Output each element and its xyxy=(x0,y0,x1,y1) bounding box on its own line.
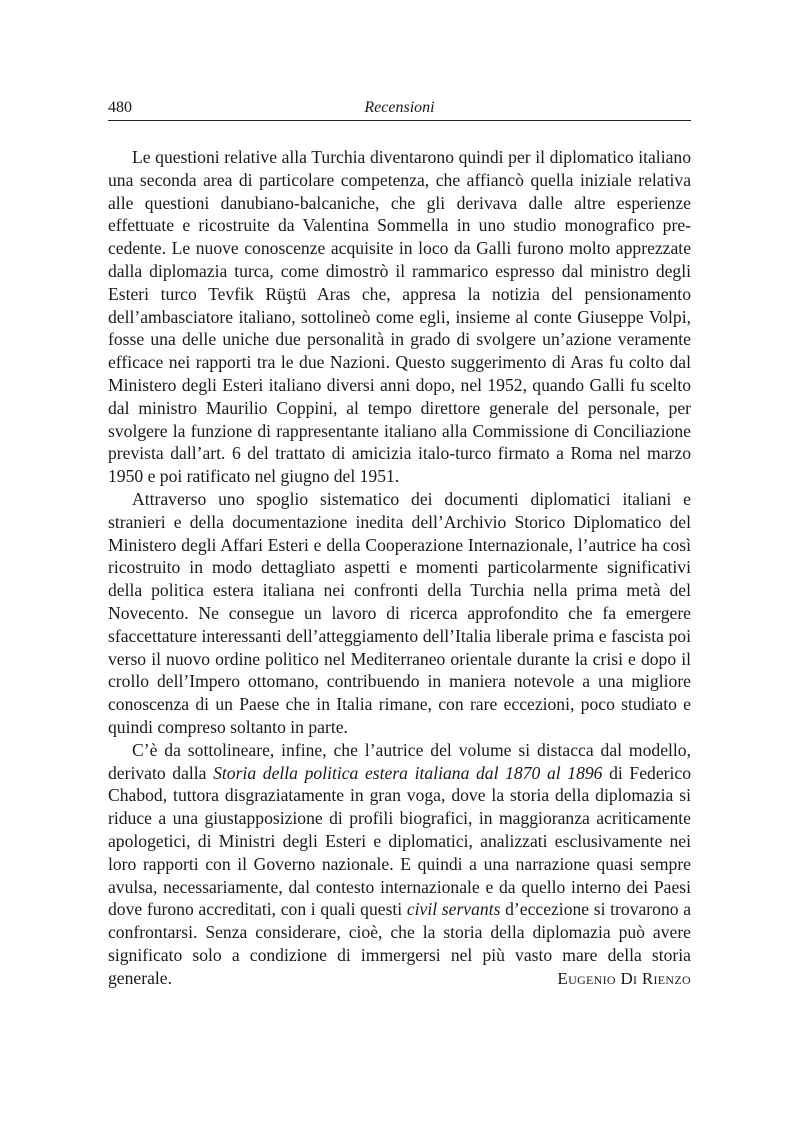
paragraph-3-text-1: C’è da sottolineare, infine, che l’autrice del volume si distacca dal modello, derivato dalla xyxy=(108,739,691,783)
paragraph-3-text-2: di Federico Chabod, tuttora disgraziatamente in gran voga, dove la storia della diplomazia si riduce a una giustapposizione di profili biografici, in maggioranza acriticamente apologetici, di Ministri degli Esteri e diplomatici, analizzati esclusivamente nei loro rapporti con il Governo nazionale. E quindi a una narrazione quasi sempre avulsa, necessariamente, dal contesto internazionale e da quello interno dei Paesi dove furono accreditati, con i quali questi xyxy=(108,762,691,920)
section-title: Recensioni xyxy=(364,99,435,116)
paragraph-1: Le questioni relative alla Turchia diventarono quindi per il diplomatico italiano una seconda area di particolare competenza, che affiancò quella iniziale relativa alle questioni danubiano-balcaniche, che gli derivava dalle altre esperienze effettuate e ricostruite da Valentina Sommella in uno studio monografico precedente. Le nuove conoscenze acquisite in loco da Galli furono molto apprezzate dalla diplomazia turca, come dimostrò il rammarico espresso dal ministro degli Esteri turco Tevfik Rüştü Aras che, appresa la notizia del pensionamento dell’ambasciatore italiano, sottolineò come egli, insieme al conte Giuseppe Volpi, fosse una delle uniche due personalità in grado di svolgere un’azione veramente efficace nei rapporti tra le due Nazioni. Questo suggerimento di Aras fu colto dal Ministero degli Esteri italiano diversi anni dopo, nel 1952, quando Galli fu scelto dal ministro Maurilio Coppini, al tempo direttore generale del personale, per svolgere la funzione di rappresentante italiano alla Commissione di Conciliazione prevista dall’art. 6 del trattato di amicizia italo-turco firmato a Roma nel marzo 1950 e poi ratificato nel giugno del 1951. xyxy=(108,147,691,487)
running-head xyxy=(108,98,691,121)
book-title: Storia della politica estera italiana dal 1870 al 1896 xyxy=(213,762,603,783)
paragraph-3-text-3: d’eccezione si trovarono a confrontarsi. Senza considerare, cioè, che la storia della diplomazia può avere significato solo a condizione di immergersi nel più vasto mare della storia generale. xyxy=(108,899,692,988)
review-body xyxy=(108,146,691,989)
author-signature: Eugenio Di Rienzo xyxy=(557,969,691,988)
paragraph-2: Attraverso uno spoglio sistematico dei documenti diplomatici italiani e stranieri e della documentazione inedita dell’Archivio Storico Diplomatico del Ministero degli Affari Esteri e della Cooperazione Internazionale, l’autrice ha così ricostruito in modo dettagliato aspetti e momenti particolarmente significativi della politica estera italiana nei confronti della Turchia nella prima metà del Novecento. Ne consegue un lavoro di ricerca approfondito che fa emergere sfaccettature interessanti dell’atteggiamento dell’Italia liberale prima e fascista poi verso il nuovo ordine politico nel Mediterraneo orientale durante la crisi e dopo il crollo dell’Impero ottomano, contribuendo in maniera notevole a una migliore conoscenza di un Paese che in Italia rimane, con rare eccezioni, poco studiato e quindi compreso soltanto in parte. xyxy=(108,488,691,737)
italic-phrase: civil servants xyxy=(406,899,501,920)
page-number: 480 xyxy=(108,99,132,116)
paragraph-3 xyxy=(108,739,691,990)
